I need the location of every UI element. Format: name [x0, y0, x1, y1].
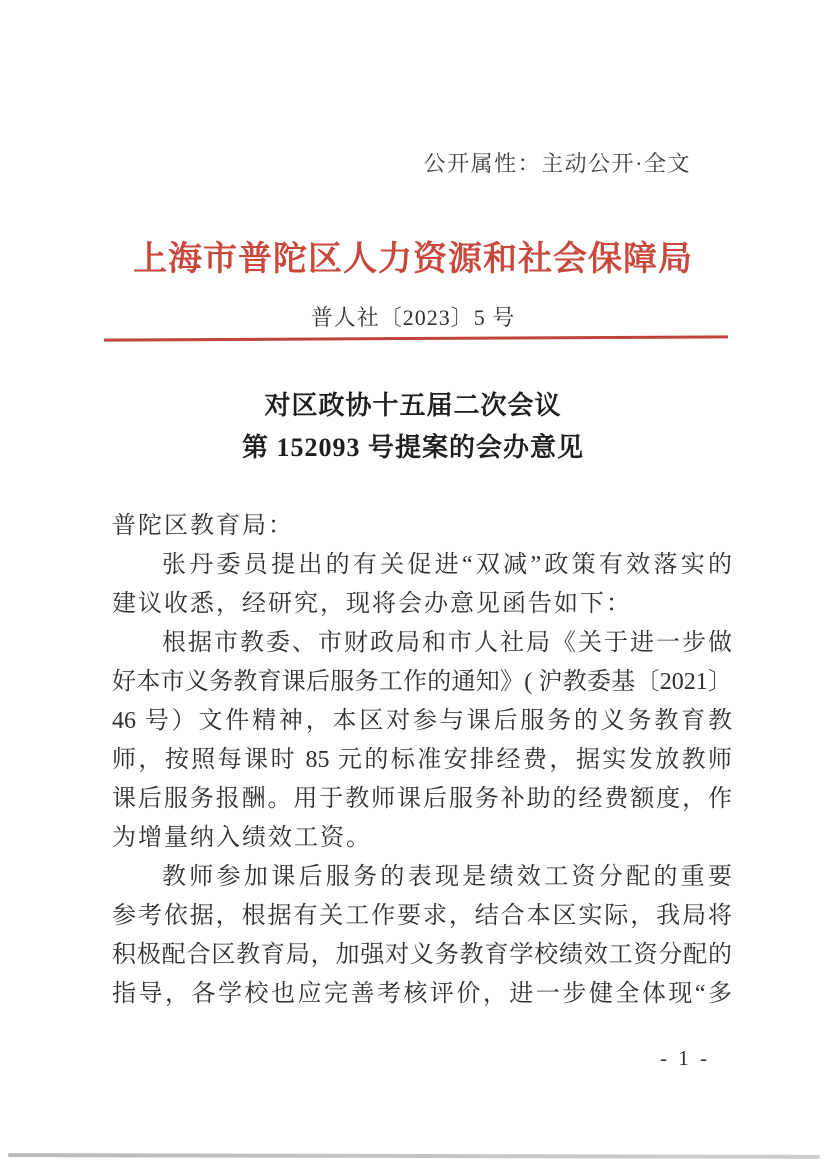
document-title-line1: 对区政协十五届二次会议	[264, 391, 562, 420]
body-line: 普陀区教育局：	[112, 513, 294, 539]
body-line: 师，按照每课时 85 元的标准安排经费，据实发放教师	[112, 747, 732, 773]
body-line: 课后服务报酬。用于教师课后服务补助的经费额度，作	[112, 786, 732, 812]
body-line: 教师参加课后服务的表现是绩效工资分配的重要	[162, 864, 732, 890]
body-line: 46 号）文件精神，本区对参与课后服务的义务教育教	[112, 708, 732, 734]
scan-edge-artifact	[8, 1153, 820, 1159]
red-divider-line	[104, 335, 728, 341]
body-line: 好本市义务教育课后服务工作的通知》( 沪教委基〔2021〕	[112, 669, 732, 695]
document-body	[112, 507, 732, 1014]
body-line: 建议收悉，经研究，现将会办意见函告如下：	[112, 591, 632, 617]
body-line: 参考依据，根据有关工作要求，结合本区实际，我局将	[112, 903, 732, 929]
body-line: 张丹委员提出的有关促进“双减”政策有效落实的	[162, 552, 732, 578]
document-reference-number: 普人社〔2023〕5 号	[310, 305, 516, 330]
body-line: 指导，各学校也应完善考核评价，进一步健全体现“多	[112, 981, 732, 1007]
document-title-line2: 第 152093 号提案的会办意见	[241, 433, 584, 462]
issuing-authority-title: 上海市普陀区人力资源和社会保障局	[133, 241, 693, 278]
document-title	[0, 385, 826, 469]
body-line: 为增量纳入绩效工资。	[112, 825, 372, 851]
disclosure-attribute-line: 公开属性：主动公开·全文	[423, 151, 691, 176]
body-line: 根据市教委、市财政局和市人社局《关于进一步做	[162, 630, 732, 656]
body-line: 积极配合区教育局，加强对义务教育学校绩效工资分配的	[112, 942, 732, 968]
page-number: - 1 -	[660, 1046, 710, 1070]
